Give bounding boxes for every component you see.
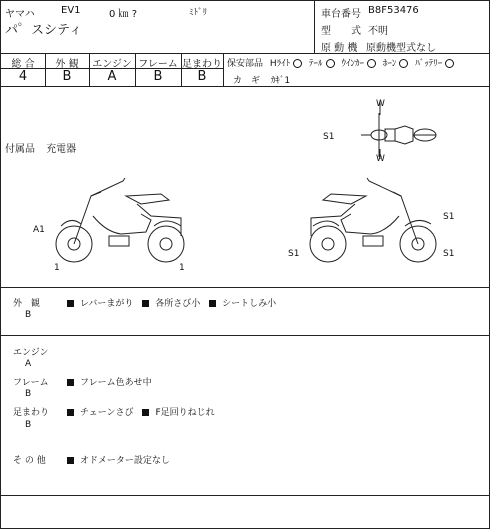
note: チェーンさび [80,408,134,418]
accessories [5,140,76,155]
bullet-icon [67,457,74,464]
divider [1,335,489,336]
key-row [233,73,290,86]
section-frame-grade: B [25,389,32,399]
divider [1,495,489,496]
engine-label: 原 動 機 [321,43,358,54]
section-frame-notes [61,375,152,388]
grade-label-engine: エンジン [92,59,132,70]
check-circle-icon [445,59,454,68]
section-suspension-label: 足まわり [13,408,50,418]
accessories-value: 充電器 [46,144,77,155]
bike-left-view [51,176,191,271]
maker: ヤマハ [5,9,35,20]
model-name: パ゜スシティ [5,23,82,38]
section-frame-label: フレーム [13,378,49,388]
type-label: 型 式 [321,26,361,37]
note: オドメーター設定なし [80,456,170,466]
grade-label-exterior: 外 観 [55,59,79,70]
diag-left-num-left: 1 [54,263,60,273]
section-other-notes [61,453,170,466]
accessories-label: 付属品 [5,144,35,155]
check-circle-icon [399,59,408,68]
equip-tail: ﾃｰﾙ [309,59,323,69]
chassis-label: 車台番号 [321,9,361,20]
diag-right-s1-left: S1 [288,249,300,259]
grade-label-overall: 総 合 [11,59,35,70]
equip-winker: ｳｲﾝｶｰ [341,59,364,69]
key-label: カ ギ [233,76,261,86]
grade-label-suspension: 足まわり [182,59,222,70]
diag-top-w-upper: W [376,99,385,109]
equip-headlight: Hﾗｲﾄ [269,59,291,69]
diag-left-a1: A1 [33,225,45,235]
type-value: 不明 [368,26,388,37]
bike-right-view [303,176,443,271]
grade-value-exterior: B [62,69,72,84]
grade-value-overall: 4 [18,69,28,84]
check-circle-icon [293,59,302,68]
note: F足回りねじれ [155,408,215,418]
note: レバーまがり [80,299,134,309]
equipment-label: 保安部品 [227,59,264,69]
bullet-icon [67,409,74,416]
bullet-icon [67,300,74,307]
section-engine-label: エンジン [13,348,49,358]
section-exterior-label: 外 観 [13,299,41,309]
divider [1,53,489,54]
note: シートしみ小 [222,299,277,309]
section-exterior-notes [61,296,276,309]
grade-value-engine: A [107,69,117,84]
note: 各所さび小 [155,299,201,309]
section-engine-grade: A [25,359,32,369]
chassis-value: B8F53476 [368,5,419,16]
color: ﾐﾄﾞﾘ [189,8,208,18]
equip-battery: ﾊﾞｯﾃﾘｰ [415,59,443,69]
section-suspension-grade: B [25,420,32,430]
diag-left-num-right: 1 [179,263,185,273]
model-code: EV1 [61,5,81,16]
bike-top-view [341,99,441,169]
key-value: ｶｷﾞ1 [270,76,291,86]
mileage: 0 ㎞ ? [109,9,138,20]
diag-right-s1-upper: S1 [443,212,455,222]
grade-value-suspension: B [197,69,207,84]
bullet-icon [142,409,149,416]
bullet-icon [142,300,149,307]
section-other-label: そ の 他 [13,456,46,466]
divider [1,287,489,288]
grade-value-frame: B [153,69,163,84]
equipment-row [227,56,458,69]
divider [223,53,224,86]
diag-top-w-lower: W [376,154,385,164]
grade-label-frame: フレーム [138,59,178,70]
check-circle-icon [367,59,376,68]
section-exterior-grade: B [25,310,32,320]
bullet-icon [209,300,216,307]
section-suspension-notes [61,405,215,418]
diag-right-s1-lower: S1 [443,249,455,259]
engine-value: 原動機型式なし [366,43,436,54]
bullet-icon [67,379,74,386]
check-circle-icon [326,59,335,68]
header-divider [314,1,315,53]
note: フレーム色あせ中 [80,378,152,388]
divider [1,86,489,87]
equip-horn: ﾎｰﾝ [382,59,397,69]
diag-top-s1: S1 [323,132,335,142]
